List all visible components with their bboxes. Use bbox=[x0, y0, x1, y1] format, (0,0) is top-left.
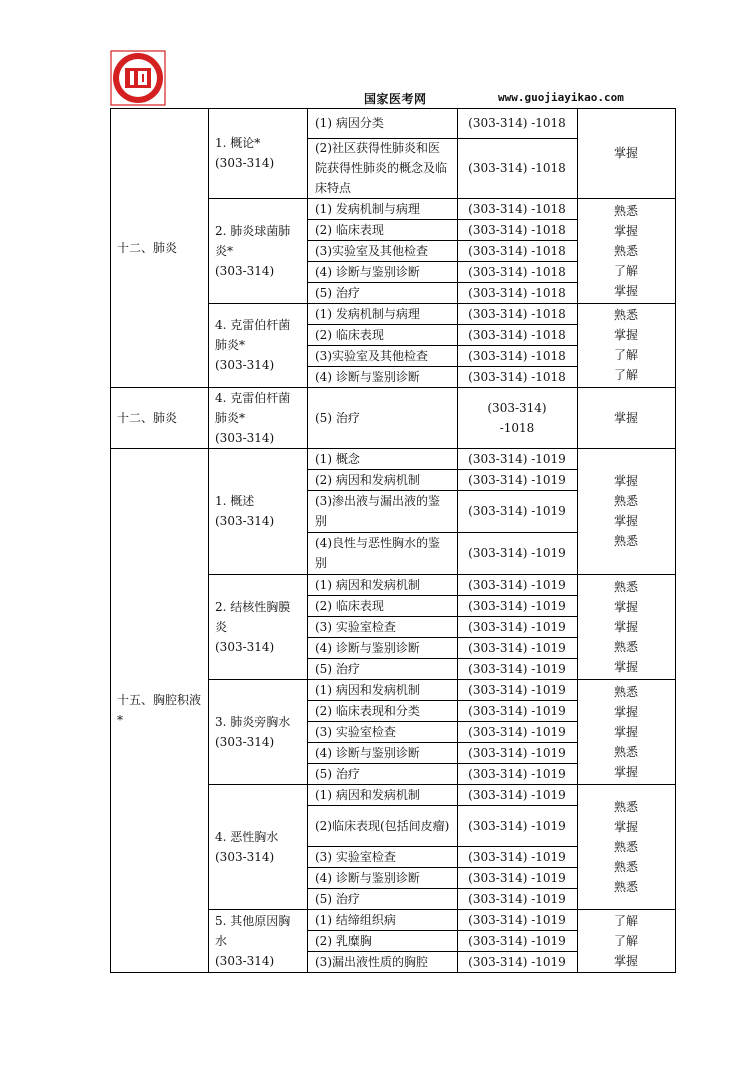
mastery-level: 掌握 bbox=[613, 764, 638, 779]
sub-item-text bbox=[307, 888, 457, 909]
unit-title-text: 4. 克雷伯杆菌肺炎* (303-314) bbox=[215, 390, 291, 445]
code-label: (303-314) -1019 bbox=[468, 451, 566, 466]
sub-item-label: (5) 治疗 bbox=[315, 661, 360, 676]
grid-line bbox=[208, 679, 675, 680]
sub-item-label: (1) 病因分类 bbox=[315, 116, 384, 130]
topic-title-text: 十五、胸腔积液* bbox=[117, 693, 202, 727]
grid-line bbox=[457, 108, 458, 973]
grid-line bbox=[307, 282, 577, 283]
sub-item-label: (2) 临床表现 bbox=[315, 327, 384, 342]
code-label: (303-314) -1019 bbox=[468, 724, 566, 739]
grid-line bbox=[307, 846, 577, 847]
sub-item-code bbox=[457, 282, 577, 303]
grid-line bbox=[208, 784, 675, 785]
mastery-level-list bbox=[614, 408, 638, 428]
grid-line bbox=[208, 574, 675, 575]
unit-title bbox=[208, 574, 307, 679]
unit-title-text: 4. 克雷伯杆菌肺炎* (303-314) bbox=[215, 318, 291, 372]
sub-item-code bbox=[457, 867, 577, 888]
sub-item-text bbox=[307, 219, 457, 240]
unit-title bbox=[208, 303, 307, 387]
grid-line bbox=[307, 108, 308, 973]
mastery-level: 熟悉 bbox=[613, 308, 638, 322]
code-label: (303-314) -1018 bbox=[468, 348, 566, 363]
code-label: (303-314) -1019 bbox=[468, 933, 566, 948]
code-label: (303-314) -1018 bbox=[468, 264, 566, 279]
sub-item-label: (1) 病因和发病机制 bbox=[315, 787, 420, 802]
sub-item-code bbox=[457, 469, 577, 490]
mastery-level: 掌握 bbox=[613, 619, 638, 634]
unit-title-text: 2. 肺炎球菌肺炎* (303-314) bbox=[215, 223, 291, 278]
mastery-level-list bbox=[614, 577, 638, 677]
sub-item-code bbox=[457, 951, 577, 972]
grid-line bbox=[307, 324, 577, 325]
code-label: (303-314) -1019 bbox=[468, 661, 566, 676]
mastery-level: 掌握 bbox=[613, 704, 638, 719]
sub-item-label: (4) 诊断与鉴别诊断 bbox=[315, 745, 420, 760]
sub-item-text bbox=[307, 742, 457, 763]
grid-line bbox=[307, 700, 577, 701]
grid-line bbox=[110, 448, 675, 449]
sub-item-label: (1) 发病机制与病理 bbox=[315, 306, 420, 321]
sub-item-label: (2) 临床表现 bbox=[315, 598, 384, 613]
grid-line bbox=[307, 637, 577, 638]
grid-line bbox=[307, 240, 577, 241]
guojiayikao-logo bbox=[110, 50, 166, 106]
sub-item-text bbox=[307, 867, 457, 888]
sub-item-code bbox=[457, 108, 577, 138]
code-label: (303-314) -1019 bbox=[468, 891, 566, 906]
mastery-level-list bbox=[614, 471, 638, 551]
mastery-level: 熟悉 bbox=[613, 879, 638, 894]
sub-item-code bbox=[457, 742, 577, 763]
code-label: (303-314) -1019 bbox=[468, 619, 566, 634]
code-label: (303-314) -1019 bbox=[468, 546, 566, 560]
sub-item-label: (5) 治疗 bbox=[315, 891, 360, 906]
code-label: (303-314) -1018 bbox=[487, 400, 547, 435]
grid-line bbox=[307, 742, 577, 743]
sub-item-code bbox=[457, 345, 577, 366]
unit-title-text: 5. 其他原因胸水 (303-314) bbox=[215, 913, 291, 968]
mastery-level: 熟悉 bbox=[613, 859, 638, 874]
unit-title bbox=[208, 387, 307, 448]
mastery-level: 熟悉 bbox=[613, 243, 638, 258]
unit-title bbox=[208, 108, 307, 198]
code-label: (303-314) -1019 bbox=[468, 640, 566, 655]
grid-line bbox=[208, 108, 209, 973]
sub-item-label: (2) 临床表现和分类 bbox=[315, 703, 420, 718]
grid-line bbox=[307, 805, 577, 806]
sub-item-label: (1) 结缔组织病 bbox=[315, 912, 396, 927]
mastery-level: 了解 bbox=[613, 933, 638, 948]
mastery-level: 掌握 bbox=[613, 328, 638, 342]
sub-item-code bbox=[457, 303, 577, 324]
code-label: (303-314) -1019 bbox=[468, 472, 566, 487]
topic-title bbox=[110, 448, 208, 972]
sub-item-label: (2)临床表现(包括间皮瘤) bbox=[315, 818, 450, 833]
sub-item-label: (2)社区获得性肺炎和医院获得性肺炎的概念及临床特点 bbox=[315, 141, 448, 195]
mastery-level-cell bbox=[577, 679, 675, 784]
sub-item-text bbox=[307, 595, 457, 616]
mastery-level-cell bbox=[577, 909, 675, 972]
sub-item-code bbox=[457, 532, 577, 574]
sub-item-text bbox=[307, 846, 457, 867]
sub-item-text bbox=[307, 303, 457, 324]
mastery-level: 熟悉 bbox=[613, 579, 638, 594]
sub-item-label: (4) 诊断与鉴别诊断 bbox=[315, 264, 420, 279]
sub-item-code bbox=[457, 138, 577, 198]
mastery-level-cell bbox=[577, 448, 675, 574]
unit-title bbox=[208, 909, 307, 972]
mastery-level-list bbox=[614, 682, 638, 782]
sub-item-code bbox=[457, 930, 577, 951]
sub-item-text bbox=[307, 261, 457, 282]
code-label: (303-314) -1019 bbox=[468, 703, 566, 718]
code-label: (303-314) -1019 bbox=[468, 682, 566, 697]
mastery-level: 了解 bbox=[613, 263, 638, 278]
sub-item-code bbox=[457, 679, 577, 700]
sub-item-label: (4) 诊断与鉴别诊断 bbox=[315, 870, 420, 885]
mastery-level: 熟悉 bbox=[613, 639, 638, 654]
topic-title bbox=[110, 387, 208, 448]
sub-item-text bbox=[307, 951, 457, 972]
sub-item-text bbox=[307, 469, 457, 490]
mastery-level: 了解 bbox=[613, 368, 638, 382]
code-label: (303-314) -1018 bbox=[468, 161, 566, 175]
grid-line bbox=[307, 616, 577, 617]
unit-title-text: 4. 恶性胸水 (303-314) bbox=[215, 829, 279, 864]
grid-line bbox=[307, 658, 577, 659]
grid-line bbox=[307, 345, 577, 346]
sub-item-label: (1) 病因和发病机制 bbox=[315, 577, 420, 592]
mastery-level: 掌握 bbox=[613, 223, 638, 238]
unit-title bbox=[208, 679, 307, 784]
mastery-level: 掌握 bbox=[613, 599, 638, 614]
grid-line bbox=[307, 366, 577, 367]
code-label: (303-314) -1018 bbox=[468, 327, 566, 342]
code-label: (303-314) -1018 bbox=[468, 243, 566, 258]
sub-item-code bbox=[457, 574, 577, 595]
sub-item-label: (4) 诊断与鉴别诊断 bbox=[315, 640, 420, 655]
code-label: (303-314) -1019 bbox=[468, 577, 566, 592]
mastery-level-list bbox=[614, 797, 638, 897]
mastery-level-cell bbox=[577, 574, 675, 679]
mastery-level: 熟悉 bbox=[613, 744, 638, 759]
sub-item-code bbox=[457, 595, 577, 616]
unit-title bbox=[208, 784, 307, 909]
unit-title bbox=[208, 448, 307, 574]
mastery-level: 掌握 bbox=[613, 474, 638, 488]
code-label: (303-314) -1019 bbox=[468, 745, 566, 760]
sub-item-text bbox=[307, 763, 457, 784]
grid-line bbox=[110, 972, 675, 973]
sub-item-label: (3)实验室及其他检查 bbox=[315, 348, 428, 363]
code-label: (303-314) -1019 bbox=[468, 598, 566, 613]
mastery-level: 掌握 bbox=[613, 819, 638, 834]
grid-line bbox=[307, 219, 577, 220]
header-url[interactable]: www.guojiayikao.com bbox=[498, 91, 624, 104]
grid-line bbox=[208, 303, 675, 304]
sub-item-text bbox=[307, 532, 457, 574]
sub-item-code bbox=[457, 387, 577, 448]
mastery-level: 熟悉 bbox=[613, 799, 638, 814]
sub-item-code bbox=[457, 240, 577, 261]
grid-line bbox=[110, 108, 111, 973]
sub-item-code bbox=[457, 846, 577, 867]
code-label: (303-314) -1018 bbox=[468, 222, 566, 237]
grid-line bbox=[307, 595, 577, 596]
code-label: (303-314) -1018 bbox=[468, 285, 566, 300]
syllabus-table bbox=[110, 108, 675, 982]
grid-line bbox=[110, 387, 675, 388]
sub-item-label: (2) 病因和发病机制 bbox=[315, 472, 420, 487]
grid-line bbox=[307, 930, 577, 931]
sub-item-code bbox=[457, 198, 577, 219]
unit-title bbox=[208, 198, 307, 303]
sub-item-text bbox=[307, 805, 457, 846]
mastery-level: 了解 bbox=[613, 348, 638, 362]
sub-item-text bbox=[307, 138, 457, 198]
sub-item-text bbox=[307, 366, 457, 387]
sub-item-text bbox=[307, 930, 457, 951]
sub-item-code bbox=[457, 805, 577, 846]
code-label: (303-314) -1019 bbox=[468, 870, 566, 885]
mastery-level-list bbox=[614, 201, 638, 301]
code-label: (303-314) -1019 bbox=[468, 912, 566, 927]
mastery-level: 掌握 bbox=[613, 283, 638, 298]
sub-item-label: (4) 诊断与鉴别诊断 bbox=[315, 369, 420, 384]
sub-item-text bbox=[307, 387, 457, 448]
grid-line bbox=[307, 138, 577, 139]
sub-item-code bbox=[457, 763, 577, 784]
code-label: (303-314) -1018 bbox=[468, 306, 566, 321]
grid-line bbox=[307, 469, 577, 470]
mastery-level-list bbox=[614, 143, 638, 163]
header-site-name: 国家医考网 bbox=[364, 92, 427, 106]
sub-item-text bbox=[307, 616, 457, 637]
mastery-level-list bbox=[614, 305, 638, 385]
sub-item-label: (1) 概念 bbox=[315, 451, 360, 466]
sub-item-text bbox=[307, 108, 457, 138]
mastery-level-list bbox=[614, 911, 638, 971]
unit-title-text: 2. 结核性胸膜炎 (303-314) bbox=[215, 599, 291, 654]
sub-item-text bbox=[307, 784, 457, 805]
sub-item-label: (3)漏出液性质的胸腔 bbox=[315, 954, 428, 969]
sub-item-text bbox=[307, 909, 457, 930]
code-label: (303-314) -1019 bbox=[468, 954, 566, 969]
sub-item-label: (5) 治疗 bbox=[315, 285, 360, 300]
sub-item-label: (3) 实验室检查 bbox=[315, 724, 396, 739]
sub-item-text bbox=[307, 637, 457, 658]
topic-title-text: 十二、肺炎 bbox=[117, 410, 178, 425]
mastery-level: 熟悉 bbox=[613, 494, 638, 508]
mastery-level: 掌握 bbox=[613, 514, 638, 528]
sub-item-label: (3)实验室及其他检查 bbox=[315, 243, 428, 258]
code-label: (303-314) -1019 bbox=[468, 766, 566, 781]
mastery-level-cell bbox=[577, 198, 675, 303]
sub-item-code bbox=[457, 324, 577, 345]
grid-line bbox=[307, 867, 577, 868]
code-label: (303-314) -1019 bbox=[468, 818, 566, 833]
sub-item-code bbox=[457, 448, 577, 469]
sub-item-code bbox=[457, 784, 577, 805]
mastery-level-cell bbox=[577, 387, 675, 448]
sub-item-text bbox=[307, 574, 457, 595]
sub-item-code bbox=[457, 909, 577, 930]
grid-line bbox=[208, 198, 675, 199]
grid-line bbox=[307, 763, 577, 764]
mastery-level: 掌握 bbox=[613, 146, 638, 160]
topic-title bbox=[110, 108, 208, 387]
sub-item-text bbox=[307, 658, 457, 679]
sub-item-code bbox=[457, 658, 577, 679]
sub-item-text bbox=[307, 490, 457, 532]
code-label: (303-314) -1018 bbox=[468, 116, 566, 130]
mastery-level: 了解 bbox=[613, 913, 638, 928]
grid-line bbox=[307, 721, 577, 722]
sub-item-text bbox=[307, 282, 457, 303]
code-label: (303-314) -1019 bbox=[468, 849, 566, 864]
mastery-level-cell bbox=[577, 784, 675, 909]
sub-item-label: (3) 实验室检查 bbox=[315, 849, 396, 864]
code-label: (303-314) -1019 bbox=[468, 787, 566, 802]
grid-line bbox=[208, 909, 675, 910]
sub-item-code bbox=[457, 616, 577, 637]
sub-item-text bbox=[307, 345, 457, 366]
sub-item-code bbox=[457, 700, 577, 721]
sub-item-label: (3) 实验室检查 bbox=[315, 619, 396, 634]
sub-item-label: (2) 临床表现 bbox=[315, 222, 384, 237]
grid-line bbox=[307, 261, 577, 262]
mastery-level: 掌握 bbox=[613, 410, 638, 425]
sub-item-label: (1) 病因和发病机制 bbox=[315, 682, 420, 697]
sub-item-label: (2) 乳糜胸 bbox=[315, 933, 372, 948]
sub-item-code bbox=[457, 366, 577, 387]
grid-line bbox=[307, 951, 577, 952]
sub-item-code bbox=[457, 888, 577, 909]
mastery-level: 熟悉 bbox=[613, 534, 638, 548]
sub-item-text bbox=[307, 679, 457, 700]
sub-item-label: (4)良性与恶性胸水的鉴别 bbox=[315, 536, 440, 570]
mastery-level: 熟悉 bbox=[613, 684, 638, 699]
sub-item-code bbox=[457, 721, 577, 742]
mastery-level: 掌握 bbox=[613, 659, 638, 674]
sub-item-text bbox=[307, 721, 457, 742]
sub-item-code bbox=[457, 261, 577, 282]
mastery-level: 掌握 bbox=[613, 724, 638, 739]
sub-item-code bbox=[457, 219, 577, 240]
unit-title-text: 1. 概述 (303-314) bbox=[215, 494, 275, 528]
topic-title-text: 十二、肺炎 bbox=[117, 240, 178, 255]
unit-title-text: 3. 肺炎旁胸水 (303-314) bbox=[215, 714, 291, 749]
sub-item-text bbox=[307, 240, 457, 261]
code-label: (303-314) -1018 bbox=[468, 201, 566, 216]
sub-item-label: (5) 治疗 bbox=[315, 766, 360, 781]
mastery-level-cell bbox=[577, 303, 675, 387]
sub-item-label: (3)渗出液与漏出液的鉴别 bbox=[315, 494, 440, 528]
sub-item-label: (1) 发病机制与病理 bbox=[315, 201, 420, 216]
code-label: (303-314) -1019 bbox=[468, 504, 566, 518]
mastery-level: 熟悉 bbox=[613, 839, 638, 854]
code-label: (303-314) -1018 bbox=[468, 369, 566, 384]
sub-item-text bbox=[307, 198, 457, 219]
sub-item-text bbox=[307, 700, 457, 721]
sub-item-text bbox=[307, 448, 457, 469]
grid-line bbox=[307, 888, 577, 889]
sub-item-text bbox=[307, 324, 457, 345]
mastery-level-cell bbox=[577, 108, 675, 198]
grid-line bbox=[110, 108, 675, 109]
sub-item-label: (5) 治疗 bbox=[315, 410, 360, 425]
grid-line bbox=[307, 532, 577, 533]
grid-line bbox=[307, 490, 577, 491]
sub-item-code bbox=[457, 490, 577, 532]
grid-line bbox=[675, 108, 676, 973]
mastery-level: 熟悉 bbox=[613, 203, 638, 218]
unit-title-text: 1. 概论* (303-314) bbox=[215, 136, 275, 170]
mastery-level: 掌握 bbox=[613, 953, 638, 968]
grid-line bbox=[577, 108, 578, 973]
sub-item-code bbox=[457, 637, 577, 658]
